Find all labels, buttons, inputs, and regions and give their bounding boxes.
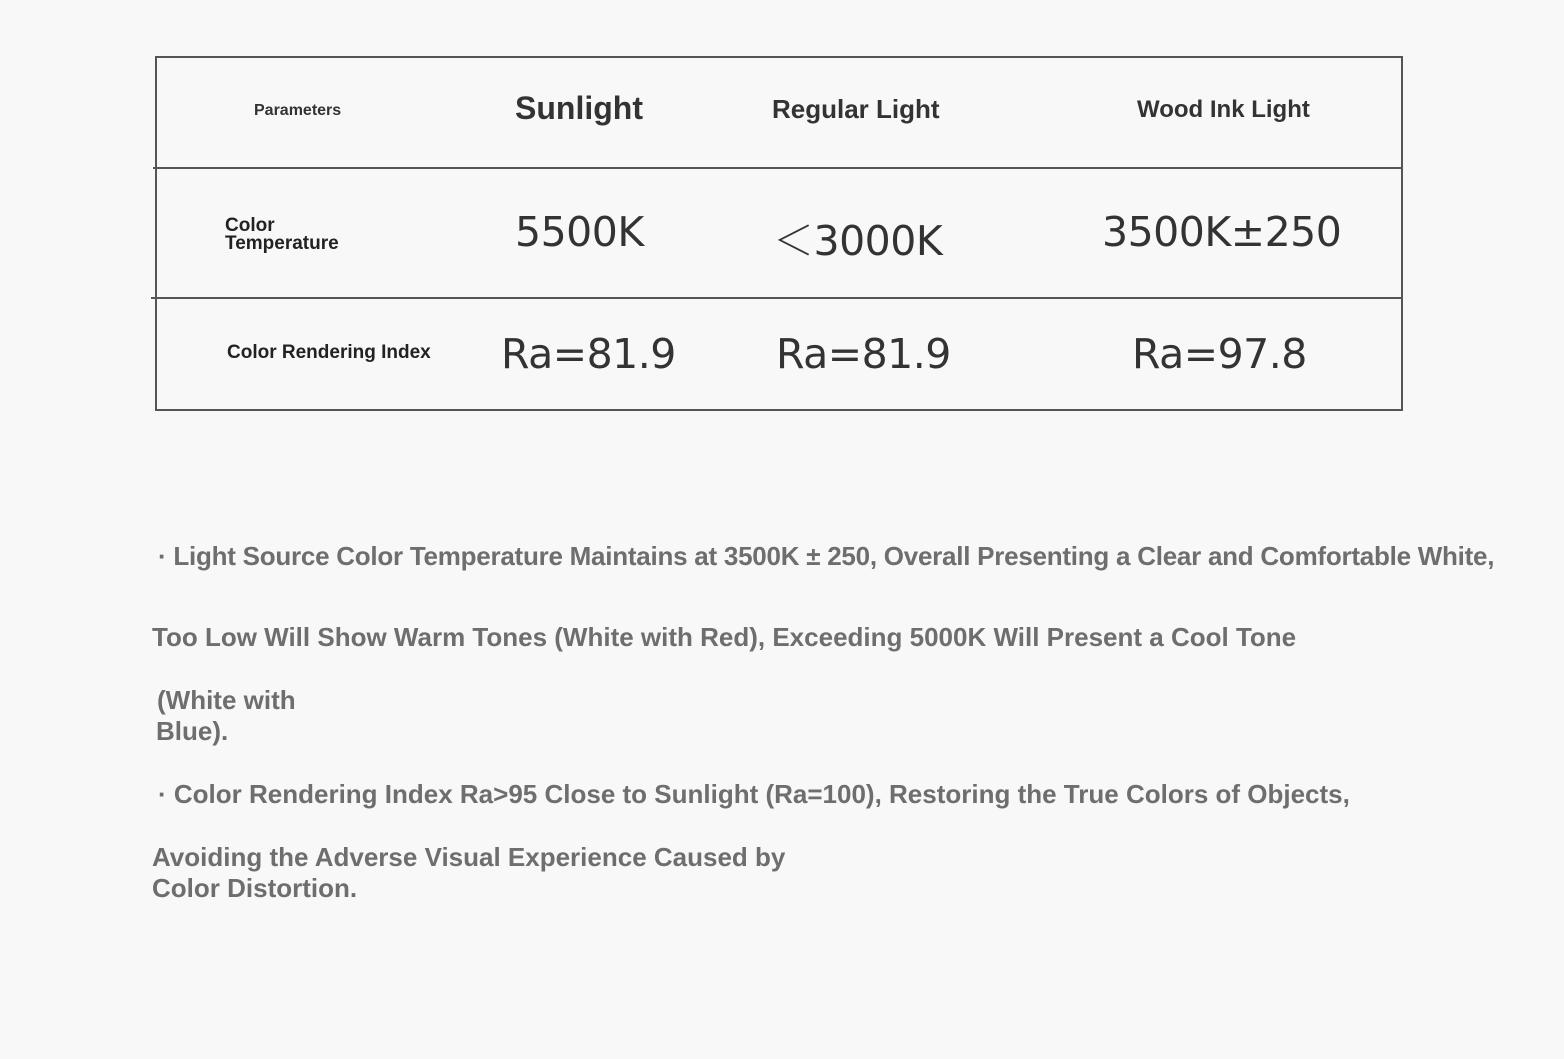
header-parameters: Parameters bbox=[254, 102, 342, 119]
value-regular-color-temperature: ＜3000K bbox=[773, 217, 943, 265]
note-color-rendering-line: · Color Rendering Index Ra>95 Close to Sunlight (Ra=100), Restoring the True Colors of Objects, bbox=[158, 779, 1350, 809]
header-wood-ink-light: Wood Ink Light bbox=[1137, 96, 1310, 123]
value-wood-cri: Ra=97.8 bbox=[1132, 330, 1307, 378]
row-label-color-temperature bbox=[225, 217, 339, 253]
value-regular-cri: Ra=81.9 bbox=[776, 330, 951, 378]
note-color-rendering-line: Color Distortion. bbox=[152, 873, 358, 903]
header-sunlight: Sunlight bbox=[515, 90, 643, 126]
value-sunlight-color-temperature: 5500K bbox=[515, 208, 644, 256]
value-sunlight-cri: Ra=81.9 bbox=[501, 330, 676, 378]
row-label-color-rendering-index: Color Rendering Index bbox=[227, 342, 431, 363]
value-wood-color-temperature: 3500K±250 bbox=[1102, 208, 1342, 256]
note-color-temperature-line: Blue). bbox=[156, 716, 229, 746]
note-color-temperature-line: Too Low Will Show Warm Tones (White with Red), Exceeding 5000K Will Present a Cool Tone bbox=[152, 622, 1297, 652]
note-color-rendering-line: Avoiding the Adverse Visual Experience Caused by bbox=[152, 842, 786, 872]
table-divider bbox=[153, 167, 1401, 169]
note-color-temperature-line: (White with bbox=[157, 685, 296, 715]
row-label-line: Temperature bbox=[225, 233, 339, 254]
row-label-line: Color bbox=[225, 215, 275, 236]
note-color-temperature-line: · Light Source Color Temperature Maintains at 3500K ± 250, Overall Presenting a Clear and Comfortable White, bbox=[158, 541, 1495, 571]
header-regular-light: Regular Light bbox=[772, 94, 940, 124]
table-divider bbox=[151, 297, 1403, 299]
